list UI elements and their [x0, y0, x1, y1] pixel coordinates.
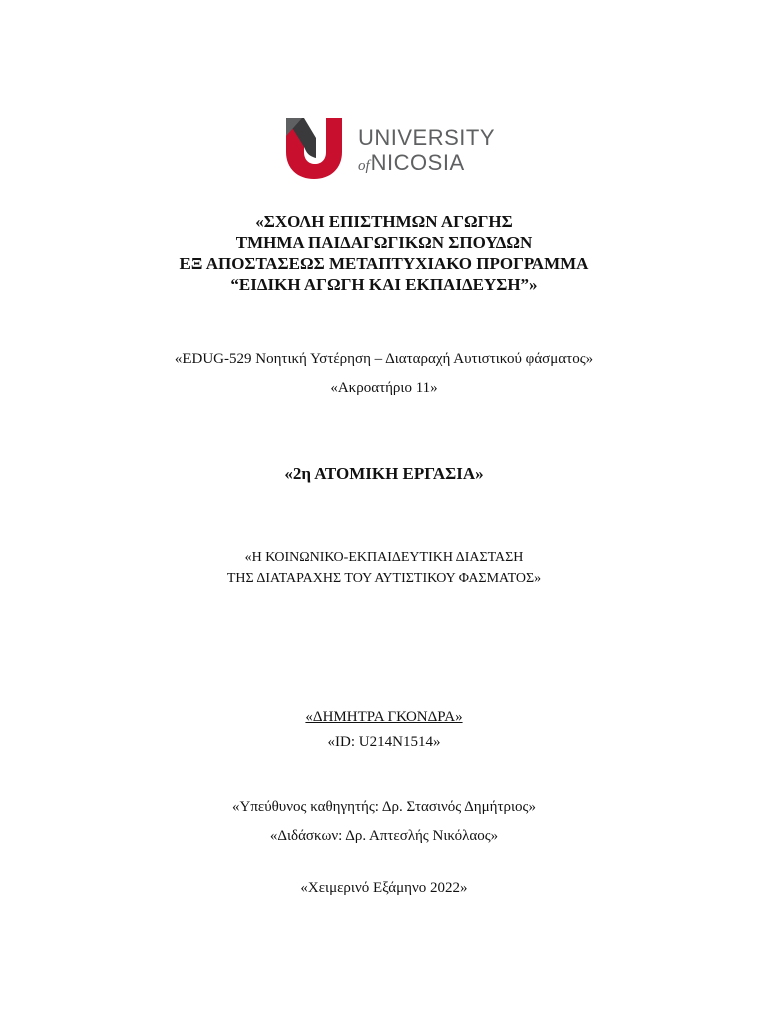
student-id: «ID: U214N1514»	[327, 734, 441, 750]
topic-title	[0, 547, 768, 589]
course-info	[0, 349, 768, 398]
heading-line-2: ΤΜΗΜΑ ΠΑΙΔΑΓΩΓΙΚΩΝ ΣΠΟΥΔΩΝ	[235, 233, 533, 252]
university-shield-icon	[282, 114, 346, 180]
logo-wordmark	[358, 127, 495, 174]
professor-line: «Υπεύθυνος καθηγητής: Δρ. Στασινός Δημήτριος»	[231, 799, 536, 815]
faculty-heading	[0, 211, 768, 295]
semester-line: «Χειμερινό Εξάμηνο 2022»	[300, 880, 468, 896]
university-logo	[282, 114, 495, 180]
heading-line-3: ΕΞ ΑΠΟΣΤΑΣΕΩΣ ΜΕΤΑΠΤΥΧΙΑΚΟ ΠΡΟΓΡΑΜΜΑ	[179, 254, 589, 273]
author-info	[0, 709, 768, 751]
logo-nicosia: NICOSIA	[370, 150, 465, 175]
logo-line-nicosia	[358, 152, 495, 174]
topic-line-1: «Η ΚΟΙΝΩΝΙΚΟ-ΕΚΠΑΙΔΕΥΤΙΚΗ ΔΙΑΣΤΑΣΗ	[244, 550, 524, 565]
course-room: «Ακροατήριο 11»	[330, 380, 438, 396]
author-name: «ΔΗΜΗΤΡΑ ΓΚΟΝΔΡΑ»	[305, 709, 463, 725]
heading-line-4: “ΕΙΔΙΚΗ ΑΓΩΓΗ ΚΑΙ ΕΚΠΑΙΔΕΥΣΗ”»	[230, 275, 538, 294]
staff-info	[0, 797, 768, 846]
assignment-title: «2η ΑΤΟΜΙΚΗ ΕΡΓΑΣΙΑ»	[284, 464, 484, 483]
instructor-line: «Διδάσκων: Δρ. Απτεσλής Νικόλαος»	[269, 828, 499, 844]
course-title: «EDUG-529 Νοητική Υστέρηση – Διαταραχή Αυτιστικού φάσματος»	[174, 351, 594, 367]
logo-line-university: UNIVERSITY	[358, 125, 496, 150]
heading-line-1: «ΣΧΟΛΗ ΕΠΙΣΤΗΜΩΝ ΑΓΩΓΗΣ	[255, 212, 513, 231]
topic-line-2: ΤΗΣ ΔΙΑΤΑΡΑΧΗΣ ΤΟΥ ΑΥΤΙΣΤΙΚΟΥ ΦΑΣΜΑΤΟΣ»	[226, 571, 542, 586]
logo-of: of	[358, 158, 370, 174]
